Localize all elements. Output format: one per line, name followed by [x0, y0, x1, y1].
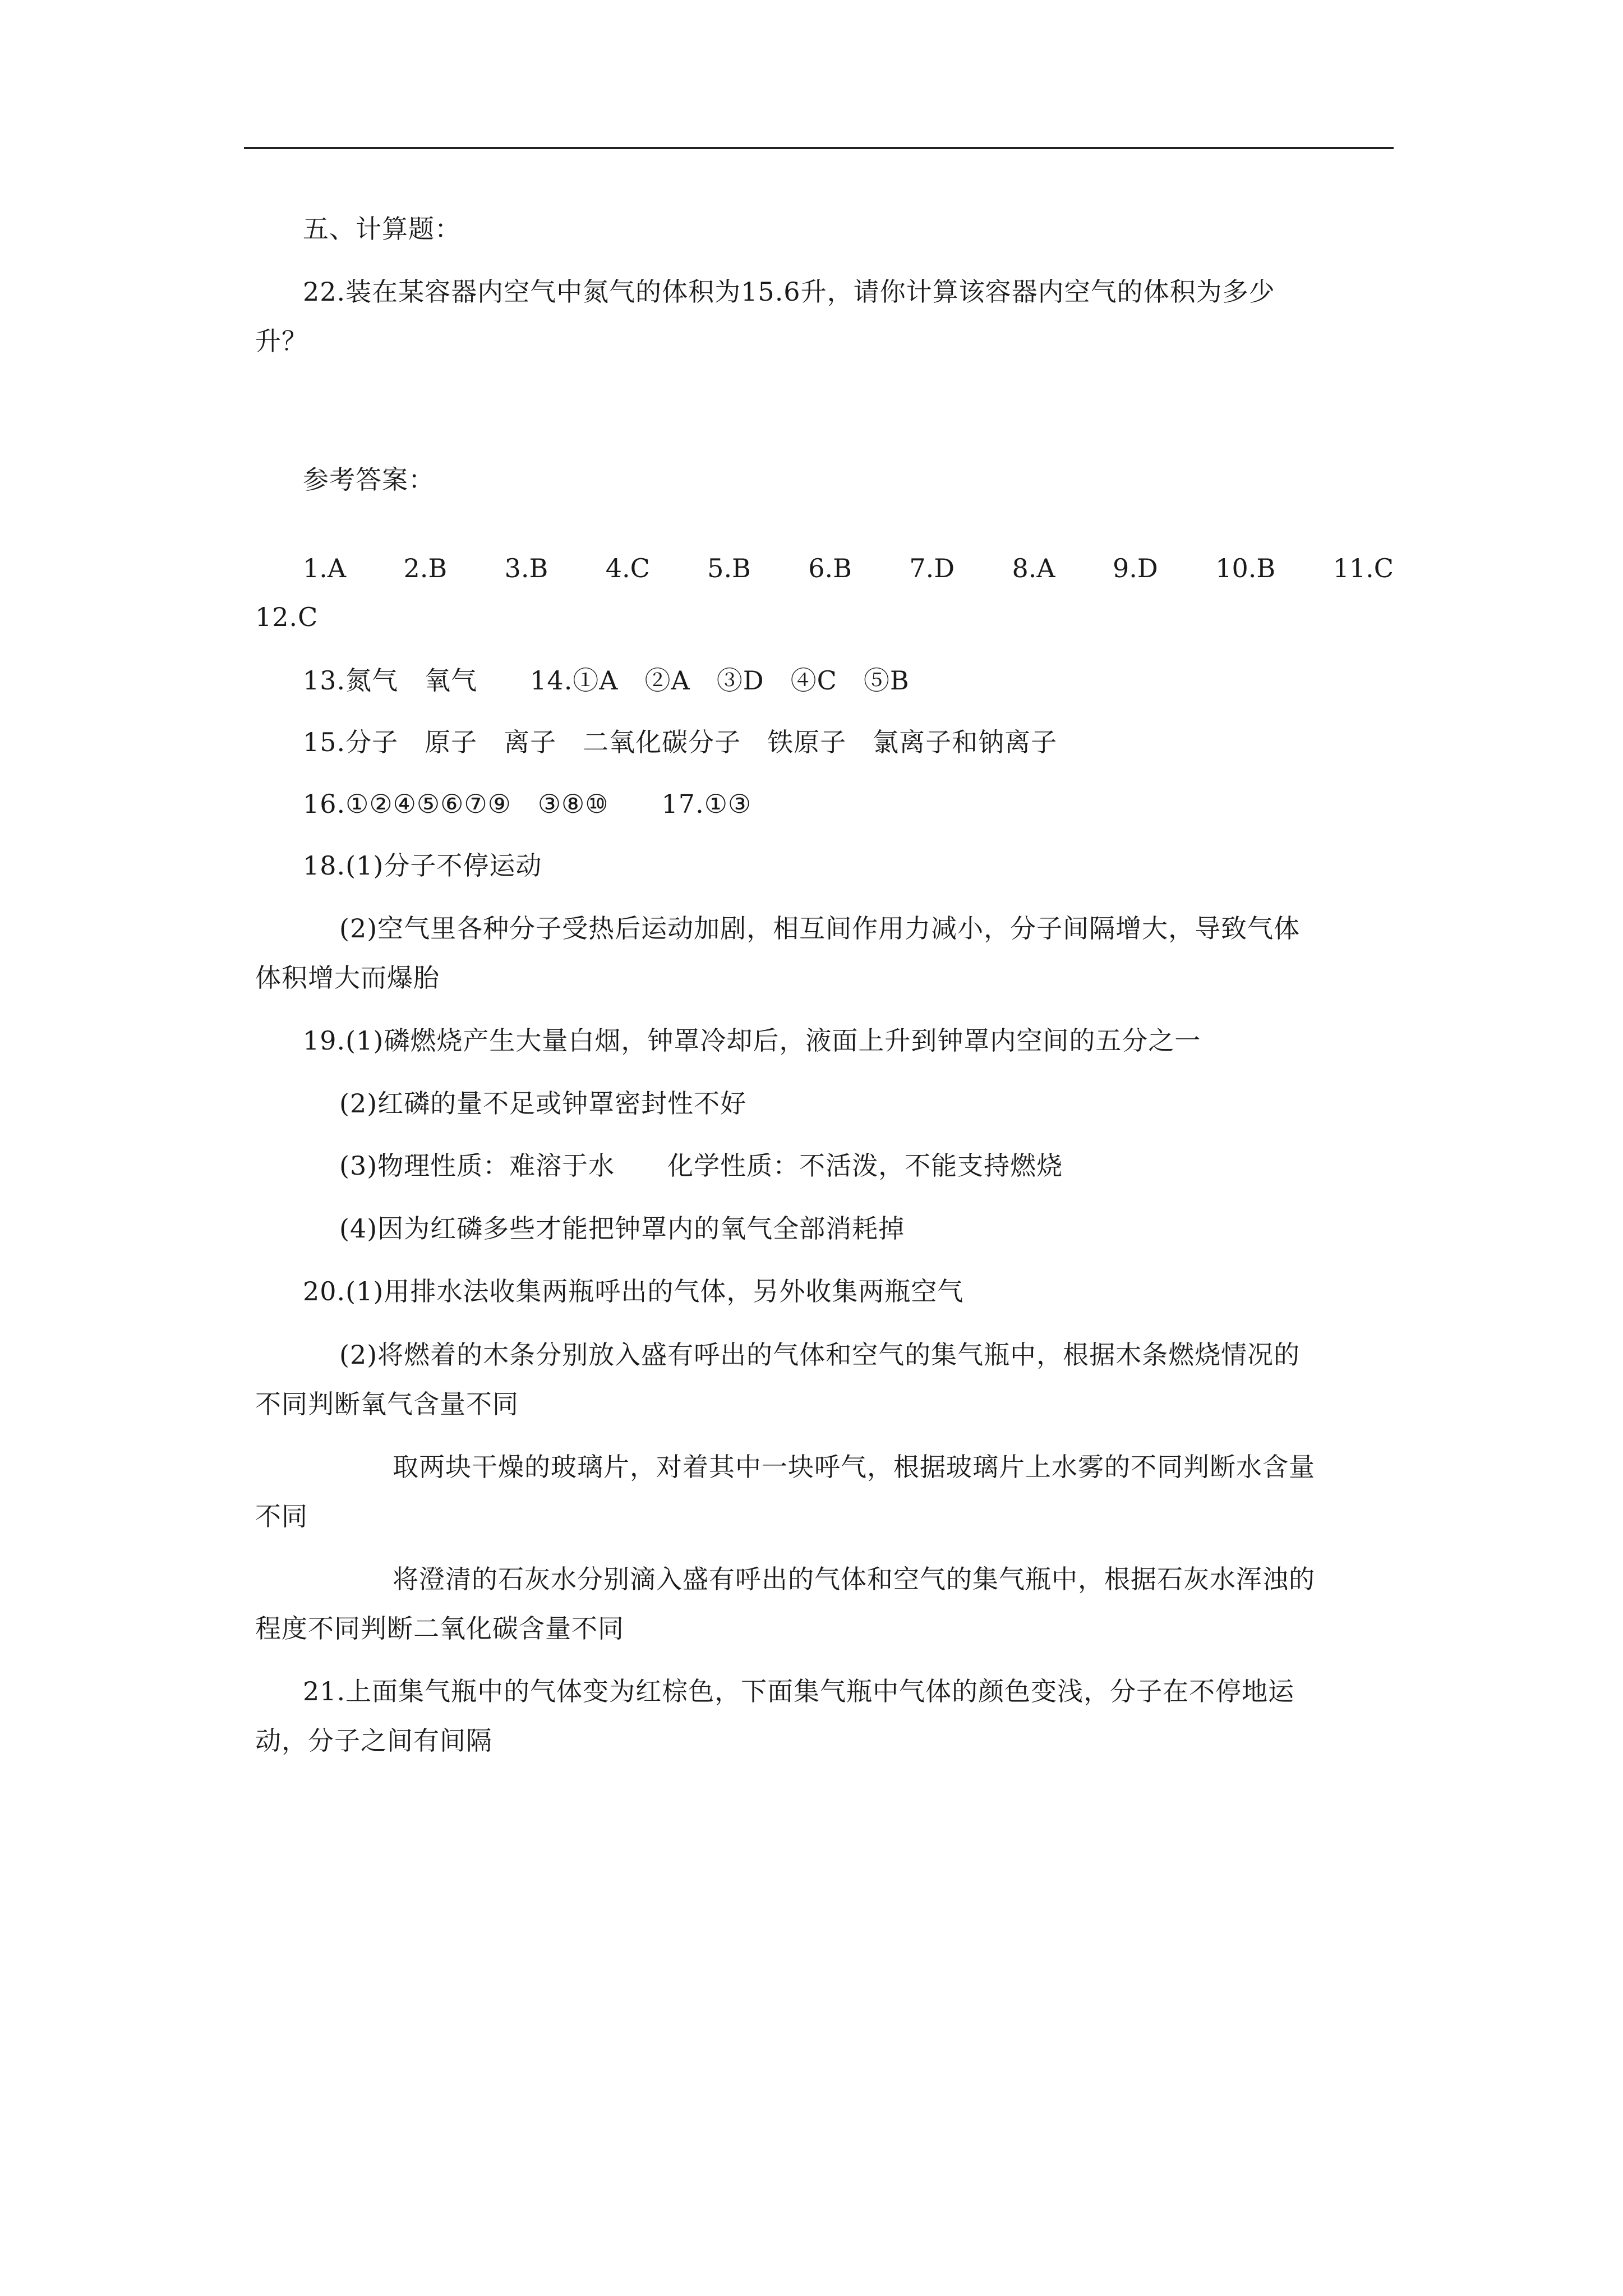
choice-answers-row — [303, 551, 1394, 585]
answer-19-part-2: (2)红磷的量不足或钟罩密封性不好 — [339, 1088, 747, 1119]
answer-20-part-4-line-2: 程度不同判断二氧化碳含量不同 — [255, 1613, 624, 1644]
answer-12: 12.C — [255, 602, 319, 632]
answer-20-part-4-line-1: 将澄清的石灰水分别滴入盛有呼出的气体和空气的集气瓶中，根据石灰水浑浊的 — [393, 1564, 1315, 1594]
answer-21-line-1: 21.上面集气瓶中的气体变为红棕色，下面集气瓶中气体的颜色变浅，分子在不停地运 — [303, 1676, 1295, 1706]
answer-18-part-2-line-2: 体积增大而爆胎 — [255, 963, 440, 993]
answer-20-part-2-line-2: 不同判断氧气含量不同 — [255, 1389, 519, 1419]
answer-7: 7.D — [909, 553, 955, 583]
answer-13-14: 13.氮气 氧气 14.①A ②A ③D ④C ⑤B — [303, 665, 910, 696]
answer-19-part-3: (3)物理性质：难溶于水 化学性质：不活泼，不能支持燃烧 — [339, 1151, 1063, 1181]
question-22-line-1: 22.装在某容器内空气中氮气的体积为15.6升，请你计算该容器内空气的体积为多少 — [303, 277, 1275, 307]
answer-8: 8.A — [1012, 553, 1055, 583]
answer-2: 2.B — [403, 553, 448, 583]
answer-20-part-1: 20.(1)用排水法收集两瓶呼出的气体，另外收集两瓶空气 — [303, 1276, 964, 1306]
answer-6: 6.B — [808, 553, 852, 583]
question-22-line-2: 升？ — [255, 326, 308, 356]
answer-19-part-1: 19.(1)磷燃烧产生大量白烟，钟罩冷却后，液面上升到钟罩内空间的五分之一 — [303, 1025, 1201, 1056]
answer-18-part-1: 18.(1)分子不停运动 — [303, 850, 542, 881]
answer-15: 15.分子 原子 离子 二氧化碳分子 铁原子 氯离子和钠离子 — [303, 727, 1058, 757]
answers-title: 参考答案： — [303, 464, 435, 495]
header-rule — [244, 147, 1394, 149]
answer-20-part-3-line-2: 不同 — [255, 1501, 308, 1531]
section-title: 五、计算题： — [303, 214, 461, 244]
answer-21-line-2: 动，分子之间有间隔 — [255, 1726, 492, 1756]
answer-5: 5.B — [707, 553, 751, 583]
answer-1: 1.A — [303, 553, 347, 583]
answer-19-part-4: (4)因为红磷多些才能把钟罩内的氧气全部消耗掉 — [339, 1213, 905, 1244]
answer-16-17: 16.①②④⑤⑥⑦⑨ ③⑧⑩ 17.①③ — [303, 789, 752, 819]
answer-18-part-2-line-1: (2)空气里各种分子受热后运动加剧，相互间作用力减小，分子间隔增大，导致气体 — [339, 913, 1301, 944]
answer-9: 9.D — [1113, 553, 1158, 583]
answer-4: 4.C — [605, 553, 650, 583]
answer-3: 3.B — [504, 553, 548, 583]
answer-20-part-2-line-1: (2)将燃着的木条分别放入盛有呼出的气体和空气的集气瓶中，根据木条燃烧情况的 — [339, 1340, 1301, 1370]
answer-20-part-3-line-1: 取两块干燥的玻璃片，对着其中一块呼气，根据玻璃片上水雾的不同判断水含量 — [393, 1452, 1315, 1482]
answer-11: 11.C — [1332, 553, 1394, 583]
answer-10: 10.B — [1215, 553, 1276, 583]
